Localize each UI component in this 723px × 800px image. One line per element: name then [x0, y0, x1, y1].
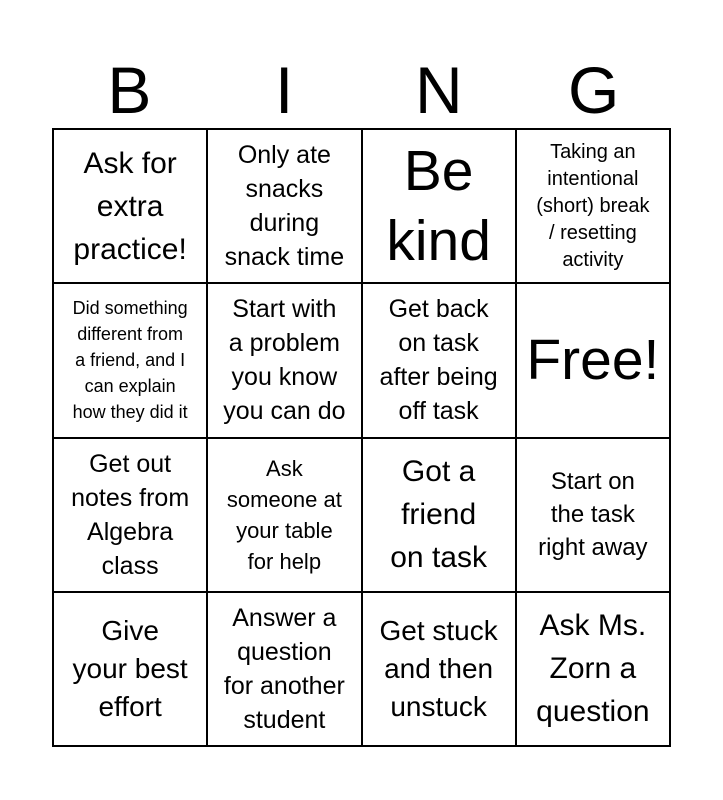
bingo-cell-6[interactable] — [207, 283, 361, 437]
bingo-cell-10[interactable] — [207, 438, 361, 592]
bingo-cell-4[interactable] — [516, 129, 670, 283]
cell-text: Free! — [526, 328, 660, 393]
cell-text: Start with a problem you know you can do — [223, 295, 346, 426]
cell-text: Got a friend on task — [390, 455, 487, 575]
bingo-cell-2[interactable] — [207, 129, 361, 283]
cell-text: Ask for extra practice! — [73, 146, 187, 266]
bingo-cell-11[interactable] — [362, 438, 516, 592]
header-letter-i: I — [274, 53, 294, 127]
cell-text: Only ate snacks during snack time — [224, 141, 345, 272]
bingo-board — [52, 128, 671, 747]
bingo-cell-free[interactable] — [516, 283, 670, 437]
cell-text: Ask someone at your table for help — [226, 455, 342, 574]
bingo-cell-12[interactable] — [516, 438, 670, 592]
bingo-cell-16[interactable] — [516, 592, 670, 746]
bingo-cell-9[interactable] — [53, 438, 207, 592]
cell-text: Ask Ms. Zorn a question — [536, 609, 650, 729]
bingo-cell-7[interactable] — [362, 283, 516, 437]
cell-text: Get back on task after being off task — [379, 295, 498, 426]
header-letter-g: G — [567, 53, 620, 127]
cell-text: Get stuck and then unstuck — [379, 614, 498, 722]
bingo-cell-15[interactable] — [362, 592, 516, 746]
bingo-cell-13[interactable] — [53, 592, 207, 746]
header-letter-b: B — [107, 53, 152, 127]
bingo-cell-14[interactable] — [207, 592, 361, 746]
cell-text: Give your best effort — [72, 614, 188, 722]
header-letter-n: N — [415, 53, 463, 127]
bingo-header — [52, 52, 671, 128]
bingo-cell-5[interactable] — [53, 283, 207, 437]
cell-text: Answer a question for another student — [223, 603, 345, 734]
cell-text: Taking an intentional (short) break / resetting activity — [536, 140, 650, 271]
bingo-cell-1[interactable] — [53, 129, 207, 283]
cell-text: Start on the task right away — [538, 468, 648, 562]
bingo-cell-3[interactable] — [362, 129, 516, 283]
cell-text: Did something different from a friend, and I can explain how they did it — [72, 298, 188, 423]
cell-text: Be kind — [386, 139, 491, 274]
cell-text: Get out notes from Algebra class — [71, 449, 190, 580]
